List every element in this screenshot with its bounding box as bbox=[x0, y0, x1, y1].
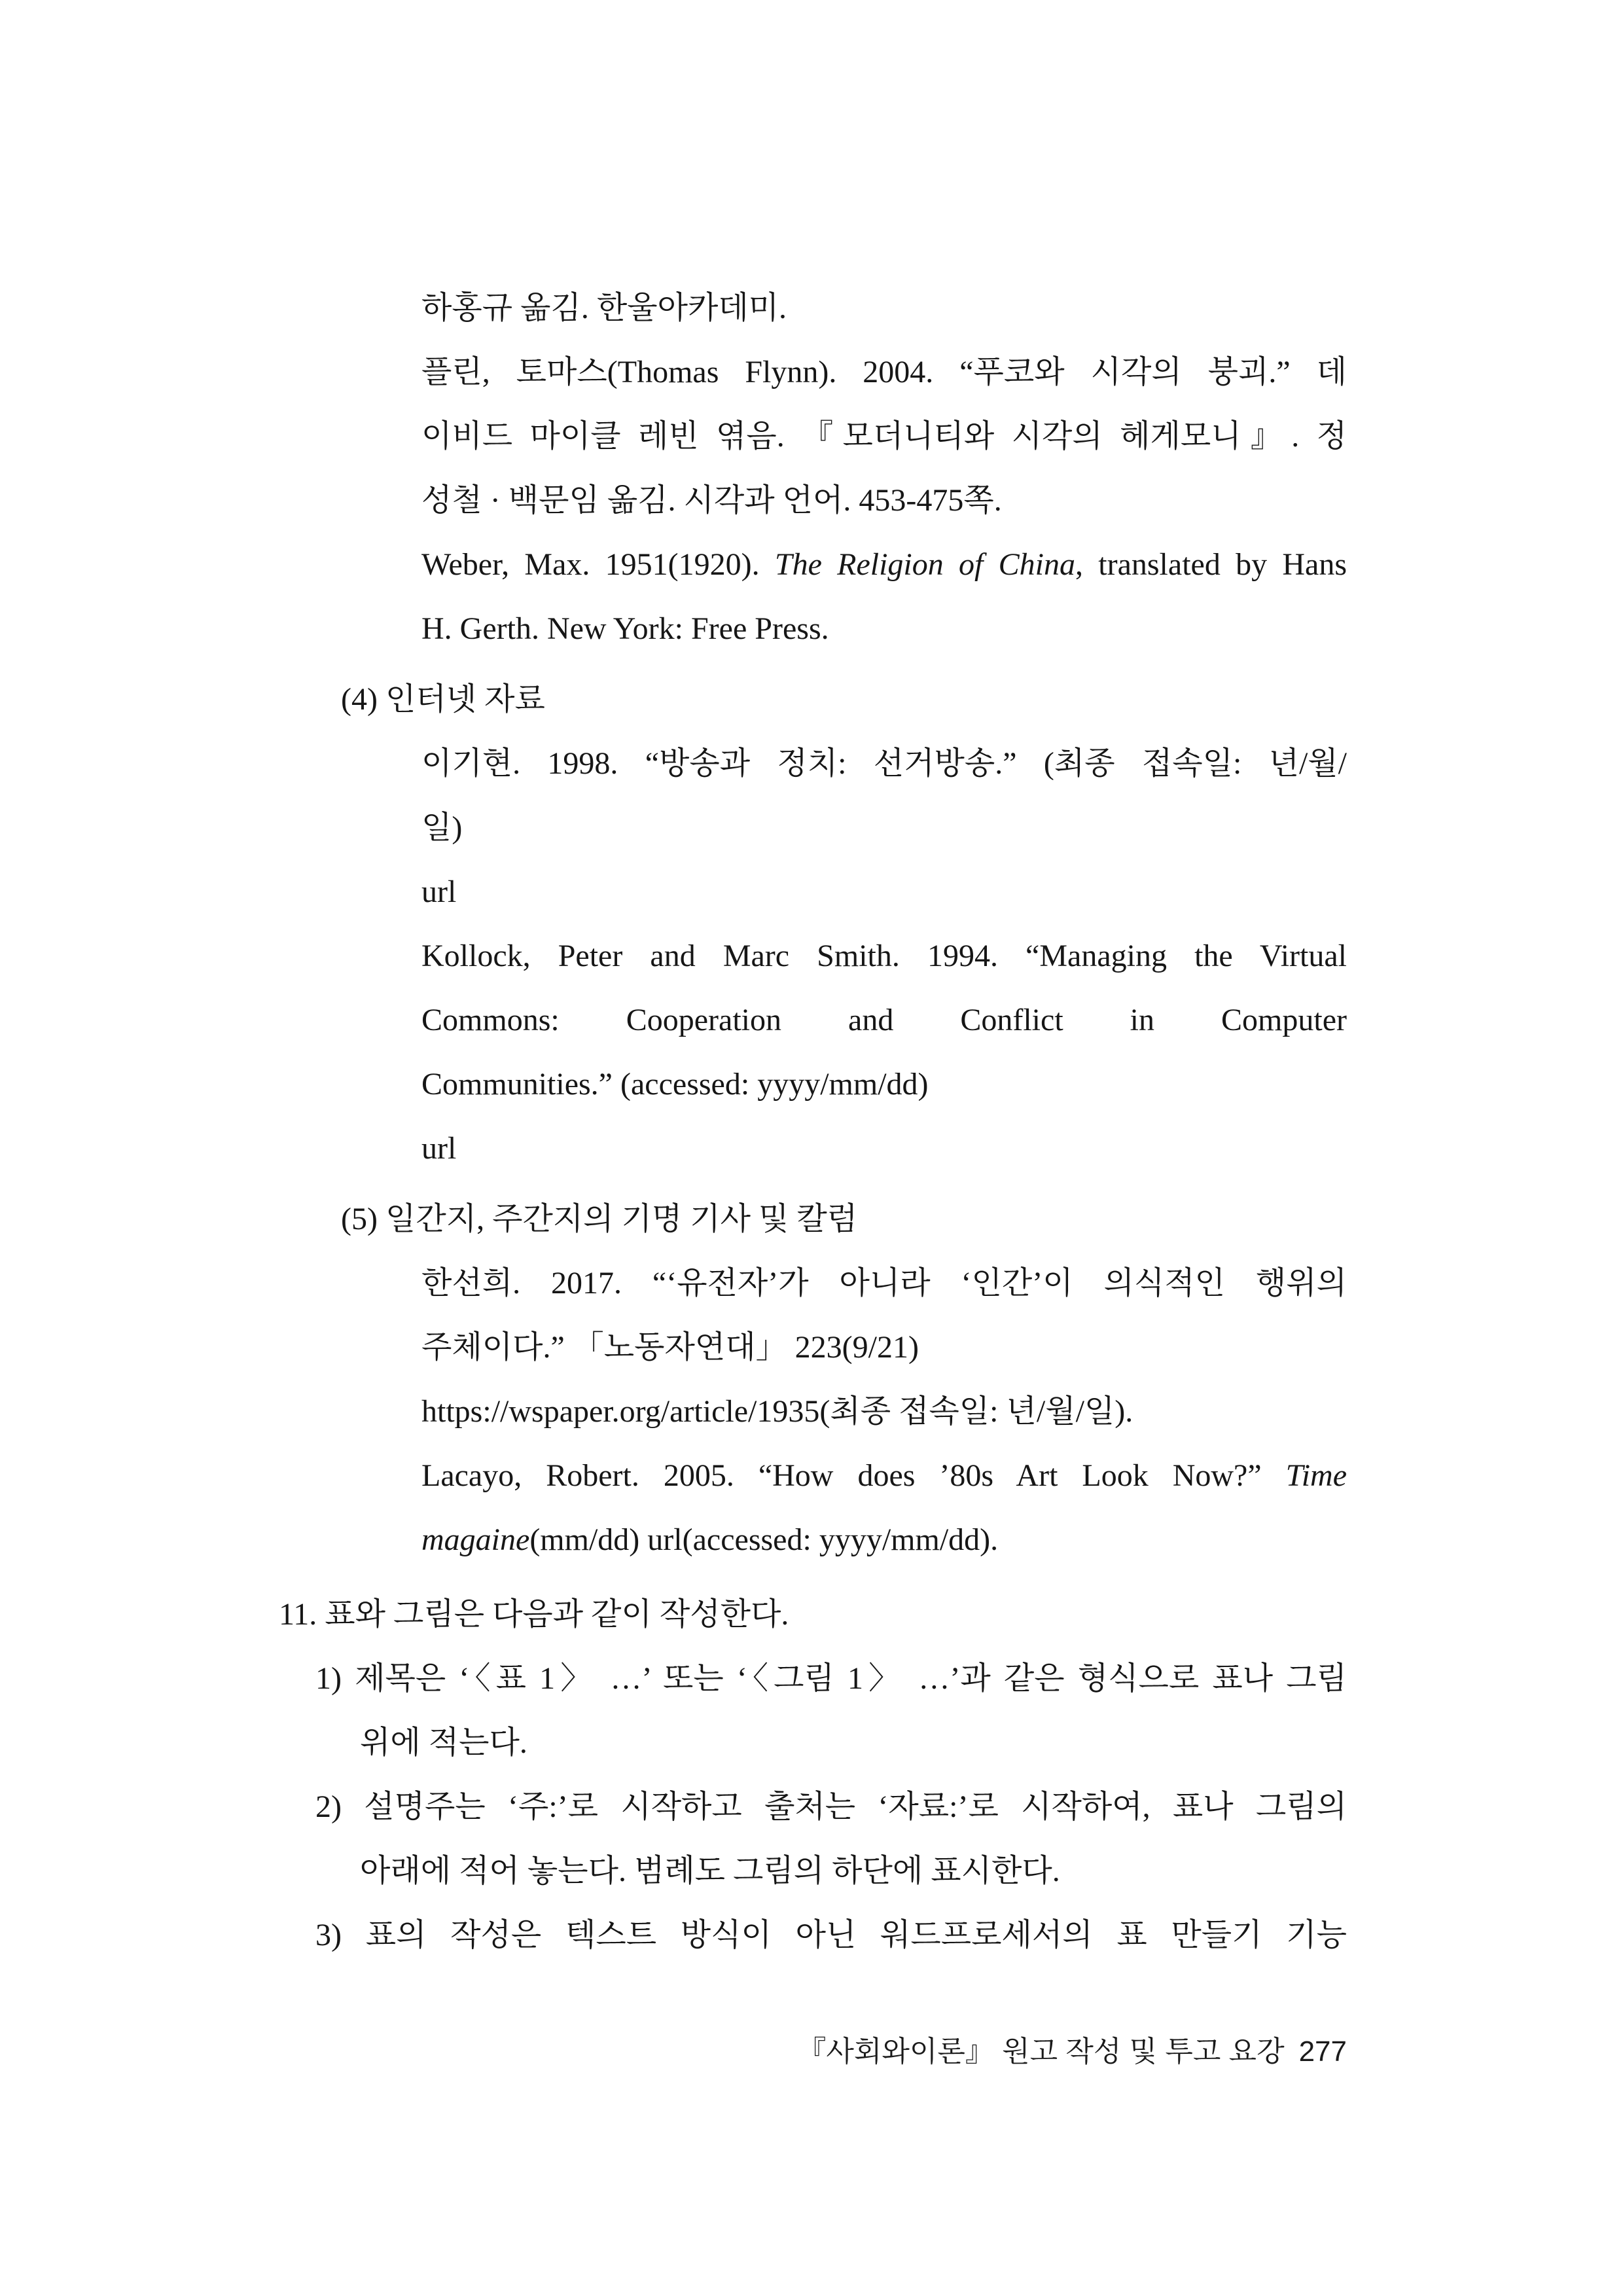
footer-title: 『사회와이론』 원고 작성 및 투고 요강 bbox=[797, 2036, 1285, 2068]
tables-figures-section bbox=[0, 1583, 1623, 1967]
reference-line: 플린, 토마스(Thomas Flynn). 2004. “푸코와 시각의 붕괴.” 데 bbox=[421, 355, 1347, 389]
work-title: The Religion of China bbox=[774, 547, 1075, 582]
work-title: Time bbox=[1285, 1458, 1347, 1493]
list-item-line: 1) 제목은 ‘〈표 1〉 …’ 또는 ‘〈그림 1〉 …’과 같은 형식으로 표나 그림 bbox=[315, 1661, 1347, 1696]
reference-line: 한선희. 2017. “‘유전자’가 아니라 ‘인간’이 의식적인 행위의 bbox=[421, 1266, 1347, 1300]
reference-entry bbox=[0, 340, 1623, 533]
reference-entry bbox=[0, 1444, 1623, 1572]
reference-text: (mm/dd) url(accessed: yyyy/mm/dd). bbox=[529, 1522, 999, 1557]
subsection-heading: (4) 인터넷 자료 bbox=[341, 682, 545, 717]
section-heading: 11. 표와 그림은 다음과 같이 작성한다. bbox=[279, 1597, 789, 1632]
reference-entry bbox=[0, 533, 1623, 661]
reference-line: https://wspaper.org/article/1935(최종 접속일: 년/월/일). bbox=[421, 1394, 1133, 1429]
reference-line bbox=[421, 1508, 1347, 1572]
list-item bbox=[0, 1903, 1623, 1967]
list-item-line: 2) 설명주는 ‘주:’로 시작하고 출처는 ‘자료:’로 시작하여, 표나 그림의 bbox=[315, 1789, 1347, 1824]
reference-line: 성철 · 백문임 옮김. 시각과 언어. 453-475쪽. bbox=[421, 483, 1002, 518]
reference-line bbox=[421, 1444, 1347, 1508]
reference-entry bbox=[0, 1251, 1623, 1444]
internet-sources-subsection bbox=[0, 668, 1623, 1181]
book-references-continued bbox=[0, 276, 1623, 661]
reference-line: Communities.” (accessed: yyyy/mm/dd) bbox=[421, 1067, 929, 1102]
reference-line: Kollock, Peter and Marc Smith. 1994. “Managing the Virtual bbox=[421, 939, 1347, 973]
reference-line: url bbox=[421, 1131, 457, 1166]
reference-line: 일) bbox=[421, 810, 463, 845]
reference-entry bbox=[0, 924, 1623, 1181]
reference-text: , translated by Hans bbox=[1075, 547, 1347, 582]
page-number: 277 bbox=[1298, 2036, 1347, 2068]
list-item-line: 위에 적는다. bbox=[360, 1725, 527, 1760]
list-item-line: 아래에 적어 놓는다. 범례도 그림의 하단에 표시한다. bbox=[360, 1854, 1060, 1888]
reference-entry bbox=[0, 732, 1623, 924]
list-item bbox=[0, 1647, 1623, 1775]
reference-line bbox=[421, 533, 1347, 597]
reference-line: 이비드 마이클 레빈 엮음. 『모더니티와 시각의 헤게모니』. 정 bbox=[421, 419, 1347, 454]
reference-line: url bbox=[421, 874, 457, 909]
reference-line: 이기현. 1998. “방송과 정치: 선거방송.” (최종 접속일: 년/월/ bbox=[421, 746, 1347, 781]
reference-line: 주체이다.” 「노동자연대」 223(9/21) bbox=[421, 1330, 919, 1365]
reference-line: Commons: Cooperation and Conflict in Computer bbox=[421, 1003, 1347, 1037]
reference-line: 하홍규 옮김. 한울아카데미. bbox=[421, 291, 787, 325]
subsection-heading: (5) 일간지, 주간지의 기명 기사 및 칼럼 bbox=[341, 1202, 858, 1236]
reference-text: Weber, Max. 1951(1920). bbox=[421, 547, 775, 582]
list-item-line: 3) 표의 작성은 텍스트 방식이 아닌 워드프로세서의 표 만들기 기능 bbox=[315, 1918, 1347, 1952]
running-footer bbox=[797, 2032, 1347, 2072]
reference-line: H. Gerth. New York: Free Press. bbox=[421, 611, 829, 646]
newspaper-columns-subsection bbox=[0, 1187, 1623, 1572]
body-text bbox=[0, 276, 1623, 1967]
reference-text: Lacayo, Robert. 2005. “How does ’80s Art Look Now?” bbox=[421, 1458, 1286, 1493]
reference-entry bbox=[0, 276, 1623, 340]
list-item bbox=[0, 1775, 1623, 1903]
work-title: magaine bbox=[421, 1522, 530, 1557]
